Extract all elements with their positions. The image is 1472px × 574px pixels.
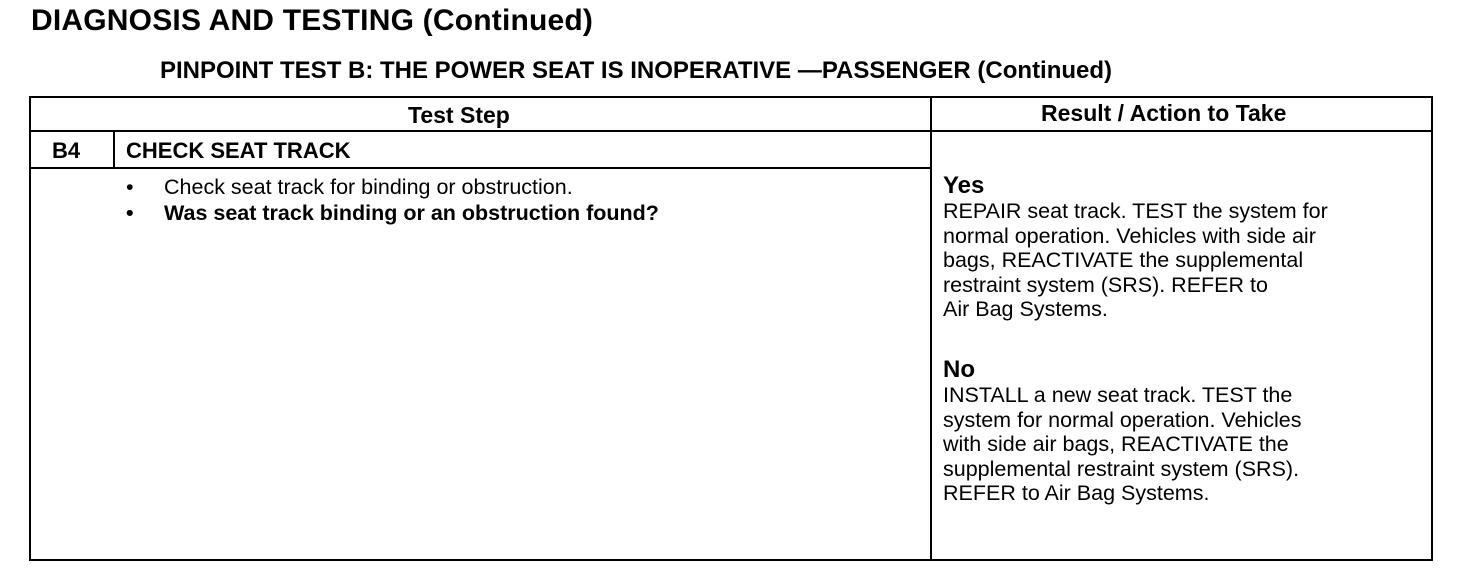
- step-id: B4: [52, 138, 81, 163]
- instruction-text: Check seat track for binding or obstruction.: [164, 175, 573, 199]
- result-label: Yes: [943, 172, 985, 199]
- pinpoint-test-title: PINPOINT TEST B: THE POWER SEAT IS INOPERATIVE —PASSENGER (Continued): [160, 57, 1113, 84]
- step-instructions: [126, 174, 659, 226]
- list-item: [126, 174, 659, 200]
- step-header-divider: [29, 167, 932, 169]
- step-id-divider: [113, 132, 115, 169]
- header-divider: [29, 130, 1433, 132]
- list-item: [126, 200, 659, 226]
- bullet-icon: •: [126, 201, 134, 225]
- question-text: Was seat track binding or an obstruction found?: [164, 201, 659, 225]
- column-header-result-action: Result / Action to Take: [1041, 100, 1287, 126]
- bullet-icon: •: [126, 175, 134, 199]
- result-action-text: REPAIR seat track. TEST the system for normal operation. Vehicles with side air bags, REACTIVATE the supplemental restraint system (SRS). REFER to Air Bag Systems.: [943, 199, 1328, 321]
- page-heading: DIAGNOSIS AND TESTING (Continued): [31, 4, 594, 37]
- result-action-text: INSTALL a new seat track. TEST the system for normal operation. Vehicles with side air bags, REACTIVATE the supplemental restraint system (SRS). REFER to Air Bag Systems.: [943, 383, 1302, 505]
- result-yes: [943, 173, 1413, 322]
- step-title: CHECK SEAT TRACK: [126, 138, 351, 163]
- column-header-test-step: Test Step: [408, 102, 510, 128]
- result-label: No: [943, 356, 975, 383]
- column-divider: [930, 96, 932, 561]
- result-no: [943, 357, 1413, 506]
